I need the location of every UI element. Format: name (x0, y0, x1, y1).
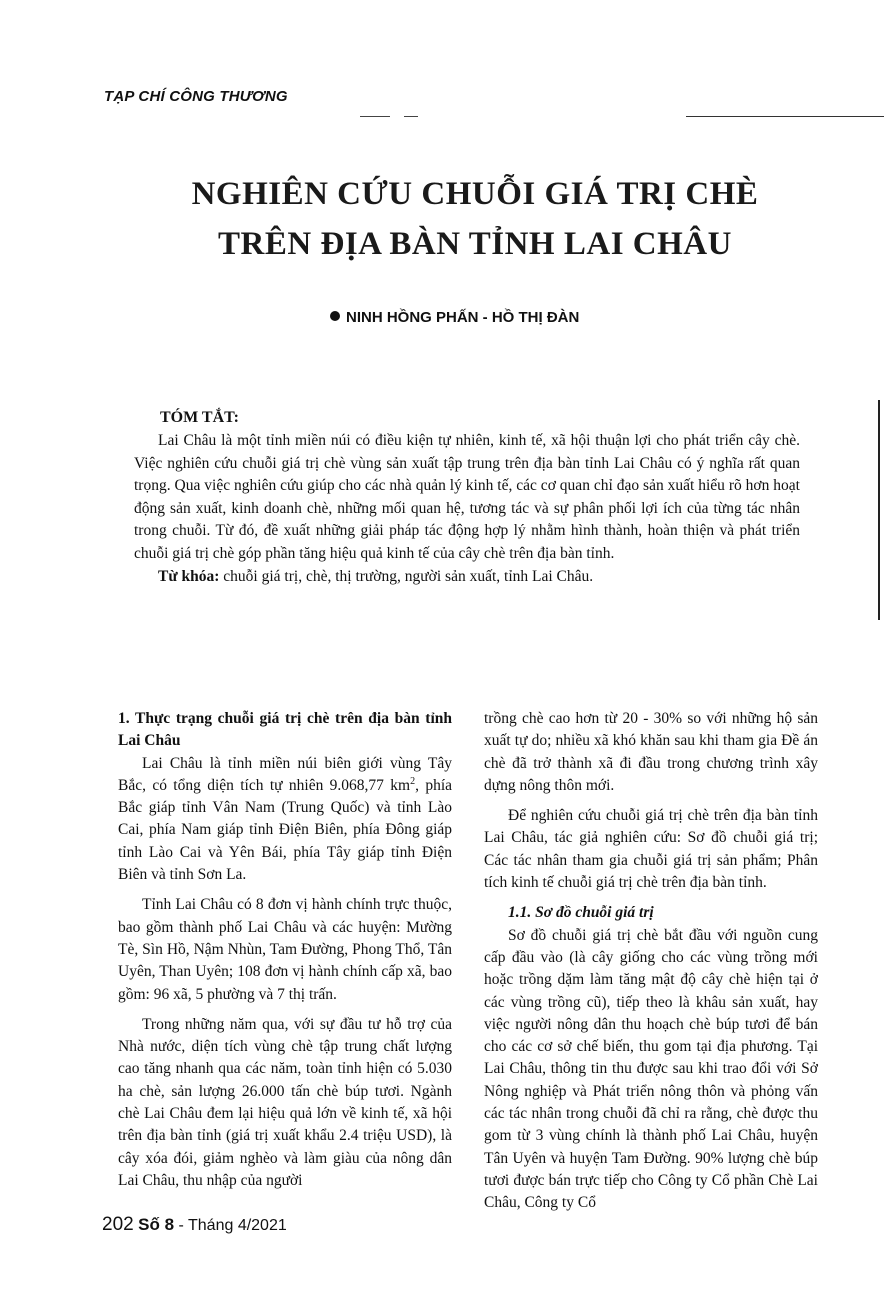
article-title-line-2: TRÊN ĐỊA BÀN TỈNH LAI CHÂU (218, 226, 732, 262)
authors: NINH HỒNG PHẤN - HỒ THỊ ĐÀN (346, 309, 580, 326)
paragraph: Trong những năm qua, với sự đầu tư hỗ trợ của Nhà nước, diện tích vùng chè tập trung chất lượng cao tăng nhanh qua các năm, toàn tỉnh hiện có 5.030 ha chè, sản lượng 26.000 tấn chè búp tươi. Ngành chè Lai Châu đem lại hiệu quả lớn về kinh tế, xã hội trên địa bàn tỉnh (giá trị xuất khẩu 2.4 triệu USD), là cây xóa đói, giảm nghèo và làm giàu của nông dân Lai Châu, thu nhập của người (118, 1015, 452, 1189)
keywords-label: Từ khóa: (158, 567, 220, 585)
right-column (484, 708, 818, 1223)
abstract (134, 430, 800, 588)
paragraph: Để nghiên cứu chuỗi giá trị chè trên địa bàn tỉnh Lai Châu, tác giả nghiên cứu: Sơ đồ chuỗi giá trị; Các tác nhân tham gia chuỗi giá trị sản phẩm; Phân tích kinh tế chuỗi giá trị chè trên địa bàn tỉnh. (484, 807, 818, 892)
paragraph-text: , phía Bắc giáp tỉnh Vân Nam (Trung Quốc) và tỉnh Lào Cai, phía Nam giáp tỉnh Điện Biên, phía Đông giáp tỉnh Lào Cai và Yên Bái, phía Tây giáp tỉnh Điện Biên và tỉnh Sơn La. (118, 776, 453, 884)
margin-bar (878, 400, 880, 620)
bullet-icon (330, 311, 340, 321)
subsection-heading: 1.1. Sơ đồ chuỗi giá trị (508, 904, 654, 922)
header-rule-dash-2 (404, 116, 418, 117)
article-title-line-1: NGHIÊN CỨU CHUỖI GIÁ TRỊ CHÈ (191, 176, 759, 212)
page-number: 202 (102, 1214, 134, 1235)
keywords-text: chuỗi giá trị, chè, thị trường, người sản xuất, tỉnh Lai Châu. (223, 567, 594, 585)
paragraph: Sơ đồ chuỗi giá trị chè bắt đầu với nguồn cung cấp đầu vào (là cây giống cho các vùng trồng mới hoặc trồng dặm làm tăng mật độ cây chè hiện tại ở các vùng trồng cũ), tiếp theo là khâu sản xuất, hay việc người nông dân thu hoạch chè búp tươi để bán cho các cơ sở chế biến, thu gom tại địa phương. Tại Lai Châu, thông tin thu được sau khi trao đổi với Sở Nông nghiệp và Phát triển nông thôn và phỏng vấn các tác nhân trong chuỗi đã chỉ ra rằng, chè được thu gom từ 3 vùng chính là thành phố Lai Châu, huyện Tân Uyên và huyện Tam Đường. 90% lượng chè búp tươi được bán trực tiếp cho Công ty Cổ phần Chè Lai Châu, Công ty Cổ (484, 926, 818, 1212)
abstract-body: Lai Châu là một tỉnh miền núi có điều kiện tự nhiên, kinh tế, xã hội thuận lợi cho phát triển cây chè. Việc nghiên cứu chuỗi giá trị chè vùng sản xuất tập trung trên địa bàn tỉnh Lai Châu có ý nghĩa rất quan trọng. Qua việc nghiên cứu giúp cho các nhà quản lý kinh tế, các cơ quan chỉ đạo sản xuất hiểu rõ hơn hoạt động sản xuất, kinh doanh chè, những mối quan hệ, tương tác và sự phân phối lợi ích của từng tác nhân trong chuỗi. Từ đó, đề xuất những giải pháp tác động hợp lý nhằm hình thành, hoàn thiện và phát triển chuỗi giá trị chè góp phần tăng hiệu quả kinh tế của cây chè trên địa bàn tỉnh. (134, 432, 800, 562)
abstract-heading: TÓM TẮT: (160, 409, 239, 426)
paragraph: Tỉnh Lai Châu có 8 đơn vị hành chính trực thuộc, bao gồm thành phố Lai Châu và các huyện: Mường Tè, Sìn Hồ, Nậm Nhùn, Tam Đường, Phong Thổ, Tân Uyên, Than Uyên; 108 đơn vị hành chính cấp xã, bao gồm: 96 xã, 5 phường và 7 thị trấn. (118, 896, 452, 1003)
page-footer (102, 1214, 287, 1236)
header-rule-dash-1 (360, 116, 390, 117)
issue-date: - Tháng 4/2021 (178, 1217, 287, 1234)
left-column (118, 708, 452, 1200)
header-rule (686, 116, 884, 117)
superscript: 2 (410, 775, 416, 787)
issue-number: Số 8 (138, 1215, 175, 1234)
paragraph (118, 753, 452, 887)
journal-name: TẠP CHÍ CÔNG THƯƠNG (104, 88, 288, 105)
paragraph-text: Lai Châu là tỉnh miền núi biên giới vùng Tây Bắc, có tổng diện tích tự nhiên 9.068,77 km (118, 754, 452, 794)
section-heading: 1. Thực trạng chuỗi giá trị chè trên địa bàn tỉnh Lai Châu (118, 710, 452, 750)
author-line (330, 309, 579, 326)
keywords (134, 566, 800, 589)
paragraph: trồng chè cao hơn từ 20 - 30% so với những hộ sản xuất tự do; nhiều xã khó khăn sau khi tham gia Đề án chè đã trở thành xã đi đầu trong chương trình xây dựng nông thôn mới. (484, 710, 818, 794)
